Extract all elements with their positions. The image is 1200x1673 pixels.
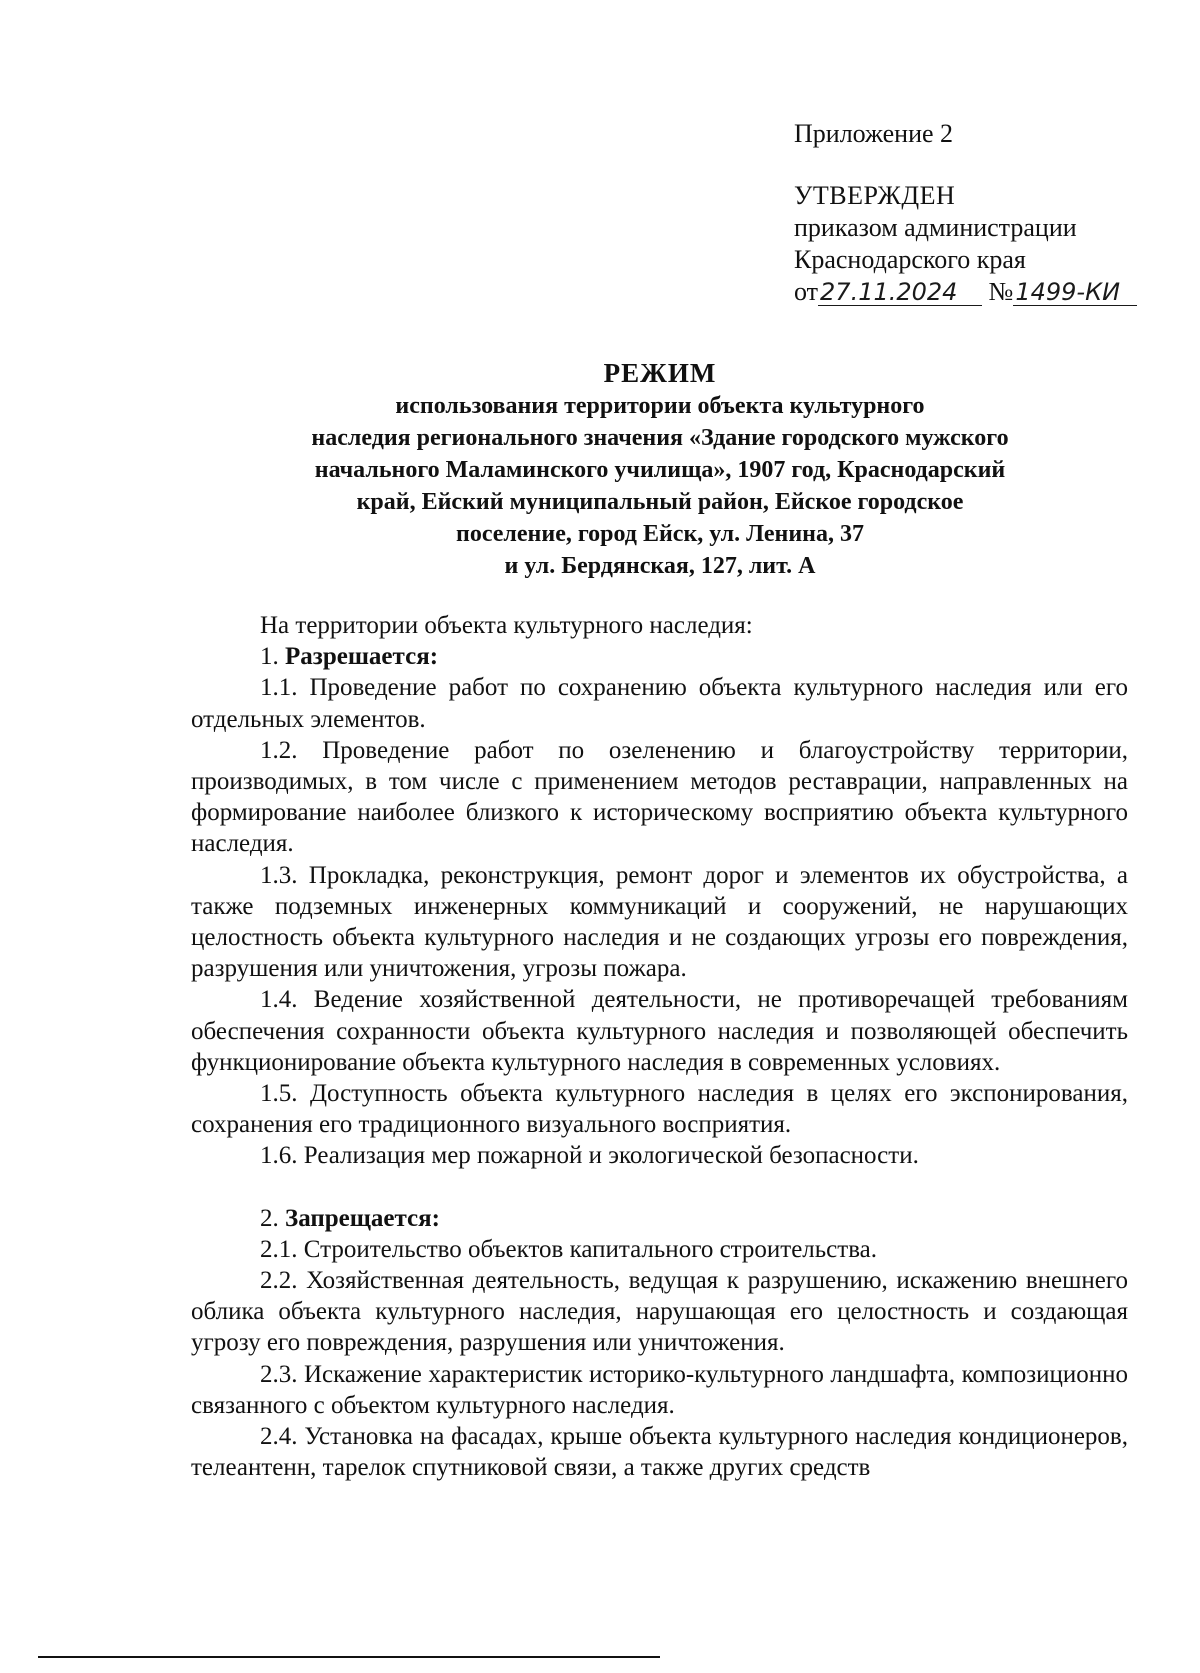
clause-2-2: 2.2. Хозяйственная деятельность, ведущая к разрушению, искажению внешнего облика объекта культурного наследия, нарушающая его целостность и создающая угрозу его повреждения, разрушения или уничтожения. <box>191 1267 1128 1357</box>
number-prefix: № <box>988 277 1014 306</box>
title-line: начального Маламинского училища», 1907 год, Краснодарский <box>314 457 1006 483</box>
intro-paragraph: На территории объекта культурного наследия: <box>260 612 753 639</box>
document-body <box>191 610 1128 1483</box>
annex-label: Приложение 2 <box>794 119 954 148</box>
date-number-line <box>794 276 1184 308</box>
title-line: использования территории объекта культурного <box>395 393 925 419</box>
title-line: и ул. Бердянская, 127, лит. А <box>504 553 816 579</box>
section-2-title: Запрещается: <box>285 1204 441 1232</box>
clause-2-1: 2.1. Строительство объектов капитального строительства. <box>260 1235 878 1263</box>
title-line: наследия регионального значения «Здание городского мужского <box>311 425 1009 451</box>
approved-label: УТВЕРЖДЕН <box>794 181 956 210</box>
document-title <box>190 356 1130 582</box>
handwritten-number: 1499-КИ <box>1013 279 1137 306</box>
clause-1-1: 1.1. Проведение работ по сохранению объекта культурного наследия или его отдельных элементов. <box>191 674 1128 733</box>
section-2-number: 2. <box>260 1204 279 1232</box>
title-main: РЕЖИМ <box>603 358 717 388</box>
clause-2-3: 2.3. Искажение характеристик историко-культурного ландшафта, композиционно связанного с объектом культурного наследия. <box>191 1360 1128 1419</box>
clause-1-5: 1.5. Доступность объекта культурного наследия в целях его экспонирования, сохранения его традиционного визуального восприятия. <box>191 1080 1128 1139</box>
section-1-number: 1. <box>260 643 279 671</box>
date-prefix: от <box>794 277 819 306</box>
section-2-heading <box>191 1203 1128 1234</box>
clause-1-3: 1.3. Прокладка, реконструкция, ремонт дорог и элементов их обустройства, а также подземных инженерных коммуникаций и сооружений, не нарушающих целостность объекта культурного наследия и не создающих угрозы его повреждения, разрушения или уничтожения, угрозы пожара. <box>191 861 1128 983</box>
title-line: край, Ейский муниципальный район, Ейское городское <box>356 489 964 515</box>
section-1-heading <box>191 641 1128 672</box>
clause-1-2: 1.2. Проведение работ по озеленению и благоустройству территории, производимых, в том числе с применением методов реставрации, направленных на формирование наиболее близкого к историческому восприятию объекта культурного наследия. <box>191 736 1128 858</box>
section-1-title: Разрешается: <box>285 643 439 671</box>
footer-divider <box>38 1656 660 1658</box>
approved-by-line-2: Краснодарского края <box>794 245 1026 274</box>
clause-2-4: 2.4. Установка на фасадах, крыше объекта культурного наследия кондиционеров, телеантенн, тарелок спутниковой связи, а также других средств <box>191 1423 1128 1482</box>
title-line: поселение, город Ейск, ул. Ленина, 37 <box>456 521 864 547</box>
approved-by-line-1: приказом администрации <box>794 213 1077 242</box>
clause-1-4: 1.4. Ведение хозяйственной деятельности, не противоречащей требованиям обеспечения сохранности объекта культурного наследия и позволяющей обеспечить функционирование объекта культурного наследия в современных условиях. <box>191 986 1128 1076</box>
handwritten-date: 27.11.2024 <box>818 279 982 306</box>
approval-header <box>794 118 1184 308</box>
clause-1-6: 1.6. Реализация мер пожарной и экологической безопасности. <box>260 1142 919 1170</box>
